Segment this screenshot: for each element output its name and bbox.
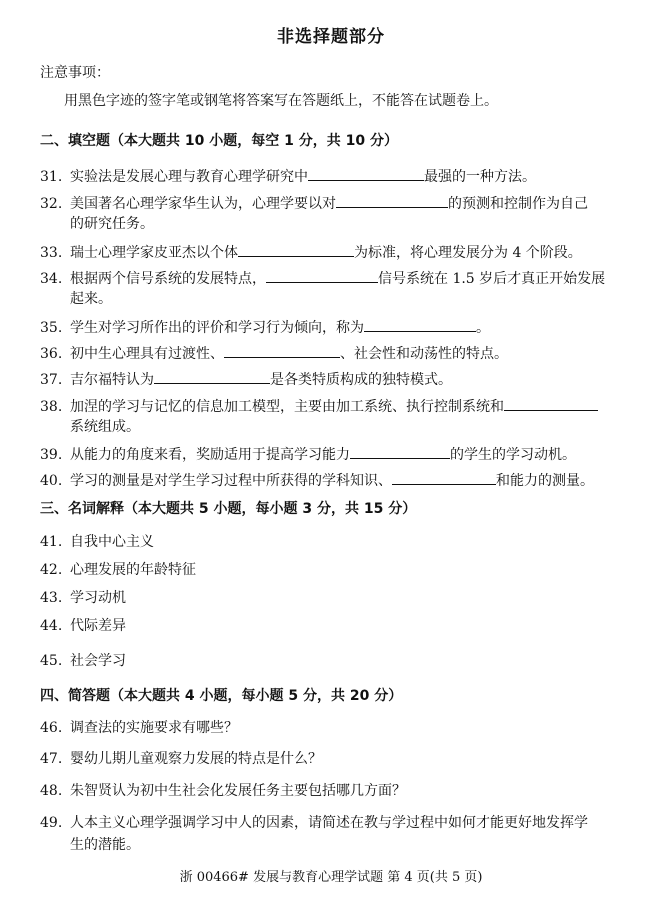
- answer-blank: [504, 396, 598, 411]
- section-heading-short-answer: 四、简答题（本大题共 4 小题，每小题 5 分，共 20 分）: [40, 688, 403, 704]
- answer-blank: [392, 470, 496, 485]
- question-text: 初中生心理具有过渡性、: [70, 346, 224, 362]
- question-number: 44.: [40, 618, 63, 634]
- question-31: [40, 166, 536, 186]
- question-text: 人本主义心理学强调学习中人的因素，请简述在教与学过程中如何才能更好地发挥学: [70, 815, 588, 831]
- question-text: 。: [476, 320, 490, 336]
- question-36: [40, 343, 508, 363]
- question-text: 为标准，将心理发展分为 4 个阶段。: [354, 245, 582, 261]
- answer-blank: [266, 268, 378, 283]
- question-text: 吉尔福特认为: [70, 372, 154, 388]
- question-number: 43.: [40, 590, 63, 606]
- section-heading-fill-blank: 二、填空题（本大题共 10 小题，每空 1 分，共 10 分）: [40, 133, 398, 149]
- question-40: [40, 470, 594, 490]
- question-47: [40, 750, 322, 768]
- question-text: 学习动机: [70, 590, 126, 606]
- question-text: 代际差异: [70, 618, 126, 634]
- question-text: 是各类特质构成的独特模式。: [270, 372, 452, 388]
- question-text: 、社会性和动荡性的特点。: [340, 346, 508, 362]
- question-text: 自我中心主义: [70, 534, 154, 550]
- question-text: 学习的测量是对学生学习过程中所获得的学科知识、: [70, 473, 392, 489]
- question-number: 36.: [40, 346, 63, 362]
- answer-blank: [336, 193, 448, 208]
- question-text: 和能力的测量。: [496, 473, 594, 489]
- answer-blank: [350, 444, 450, 459]
- question-46: [40, 719, 238, 737]
- question-text: 的预测和控制作为自己: [448, 196, 588, 212]
- question-41: [40, 533, 154, 551]
- question-number: 41.: [40, 534, 63, 550]
- question-text: 瑞士心理学家皮亚杰以个体: [70, 245, 238, 261]
- notice-heading: 注意事项：: [40, 65, 110, 81]
- page-footer: 浙 00466# 发展与教育心理学试题 第 4 页(共 5 页): [179, 870, 483, 885]
- question-text: 最强的一种方法。: [424, 169, 536, 185]
- question-text: 根据两个信号系统的发展特点，: [70, 271, 266, 287]
- question-number: 48.: [40, 783, 63, 799]
- question-number: 35.: [40, 320, 63, 336]
- question-48: [40, 782, 406, 800]
- question-number: 32.: [40, 196, 63, 212]
- question-32: [40, 193, 588, 213]
- question-text: 从能力的角度来看，奖励适用于提高学习能力: [70, 447, 350, 463]
- page-title: 非选择题部分: [277, 27, 385, 47]
- question-44: [40, 617, 126, 635]
- question-34-continuation: 起来。: [70, 291, 112, 307]
- answer-blank: [238, 242, 354, 257]
- question-45: [40, 652, 126, 670]
- question-49: [40, 814, 588, 832]
- question-number: 47.: [40, 751, 63, 767]
- question-number: 46.: [40, 720, 63, 736]
- question-number: 40.: [40, 473, 63, 489]
- question-38-continuation: 系统组成。: [70, 419, 140, 435]
- question-35: [40, 317, 490, 337]
- question-text: 信号系统在 1.5 岁后才真正开始发展: [378, 271, 606, 287]
- question-33: [40, 242, 582, 262]
- question-43: [40, 589, 126, 607]
- question-text: 朱智贤认为初中生社会化发展任务主要包括哪几方面？: [70, 783, 406, 799]
- question-number: 39.: [40, 447, 63, 463]
- question-39: [40, 444, 576, 464]
- answer-blank: [364, 317, 476, 332]
- question-37: [40, 369, 452, 389]
- question-text: 的学生的学习动机。: [450, 447, 576, 463]
- section-heading-terms: 三、名词解释（本大题共 5 小题，每小题 3 分，共 15 分）: [40, 501, 417, 517]
- question-text: 学生对学习所作出的评价和学习行为倾向，称为: [70, 320, 364, 336]
- question-number: 45.: [40, 653, 63, 669]
- question-number: 34.: [40, 271, 63, 287]
- question-number: 33.: [40, 245, 63, 261]
- question-number: 38.: [40, 399, 63, 415]
- answer-blank: [224, 343, 340, 358]
- question-number: 42.: [40, 562, 63, 578]
- question-text: 美国著名心理学家华生认为，心理学要以对: [70, 196, 336, 212]
- question-42: [40, 561, 196, 579]
- question-number: 37.: [40, 372, 63, 388]
- question-text: 婴幼儿期儿童观察力发展的特点是什么？: [70, 751, 322, 767]
- question-number: 49.: [40, 815, 63, 831]
- question-number: 31.: [40, 169, 63, 185]
- notice-body: 用黑色字迹的签字笔或钢笔将答案写在答题纸上，不能答在试题卷上。: [64, 93, 498, 109]
- answer-blank: [154, 369, 270, 384]
- question-text: 加涅的学习与记忆的信息加工模型，主要由加工系统、执行控制系统和: [70, 399, 504, 415]
- question-text: 实验法是发展心理与教育心理学研究中: [70, 169, 308, 185]
- question-49-continuation: 生的潜能。: [70, 837, 140, 853]
- question-text: 心理发展的年龄特征: [70, 562, 196, 578]
- question-32-continuation: 的研究任务。: [70, 216, 154, 232]
- answer-blank: [308, 166, 424, 181]
- question-38: [40, 396, 598, 416]
- question-text: 社会学习: [70, 653, 126, 669]
- question-34: [40, 268, 605, 288]
- question-text: 调查法的实施要求有哪些？: [70, 720, 238, 736]
